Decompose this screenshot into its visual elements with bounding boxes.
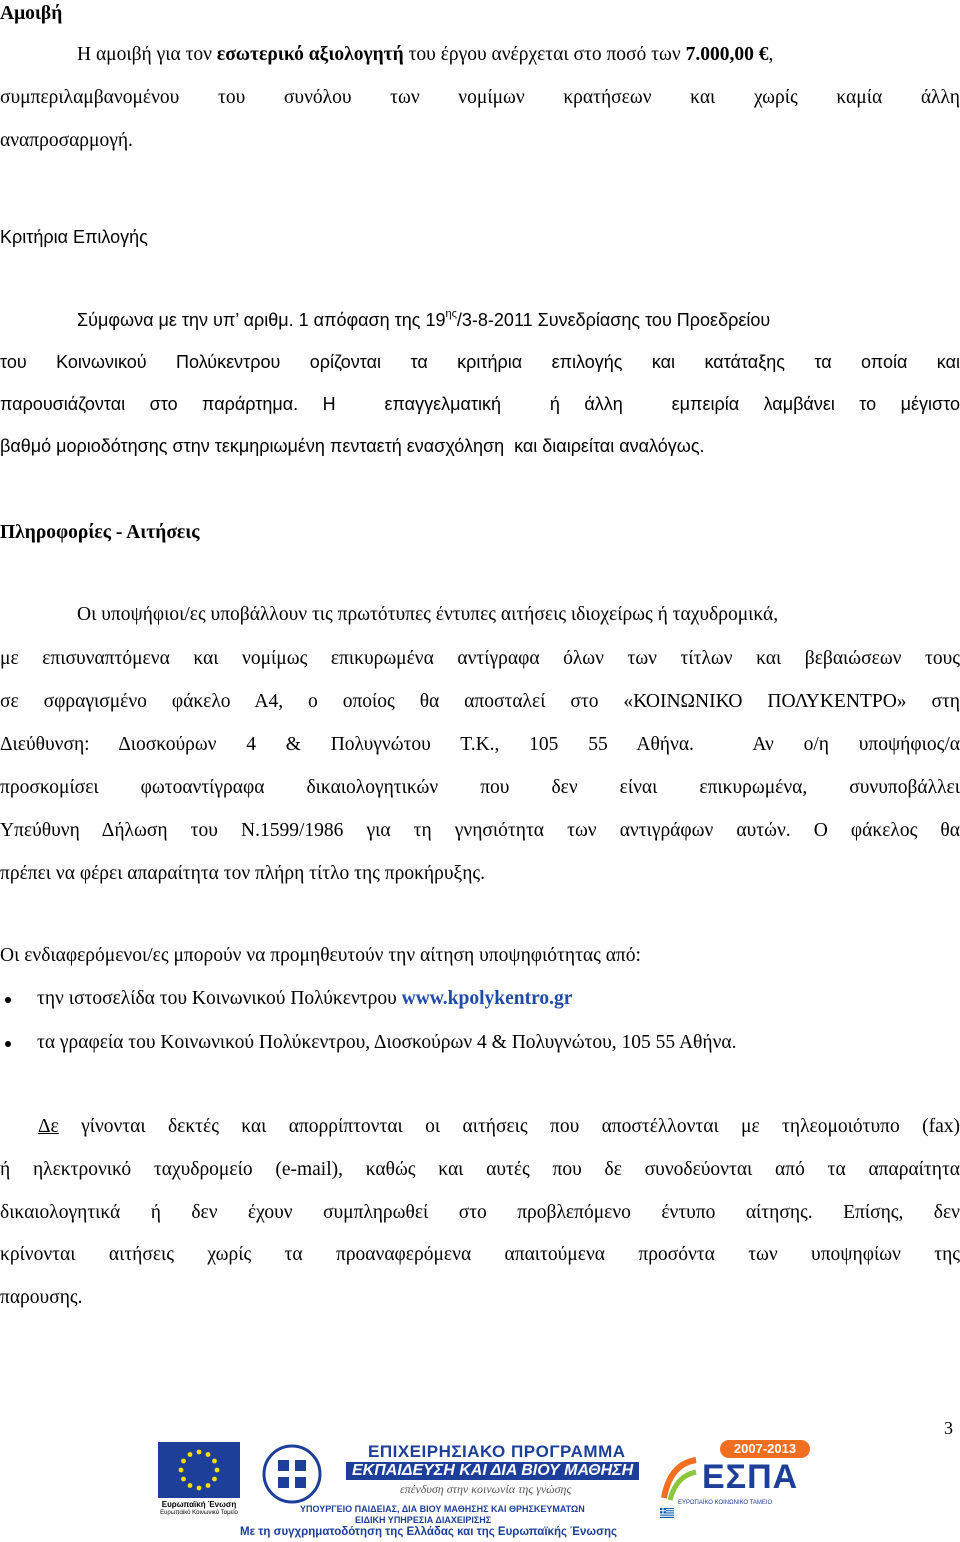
rejection-line-2: ή ηλεκτρονικό ταχυδρομείο (e-mail), καθώς και αυτές που δε συνοδεύονται από τα απαραίτητα: [0, 1159, 960, 1180]
info-heading: Πληροφορίες - Αιτήσεις: [0, 522, 200, 543]
eu-flag-icon: [158, 1442, 240, 1498]
footer-logos: [0, 1432, 960, 1542]
programme-name: ΕΚΠΑΙΔΕΥΣΗ ΚΑΙ ΔΙΑ ΒΙΟΥ ΜΑΘΗΣΗ: [346, 1462, 639, 1480]
espa-wordmark: ΕΣΠΑ: [702, 1458, 799, 1496]
fee-paragraph-line-2: συμπεριλαμβανομένου του συνόλου των νομίμων κρατήσεων και χωρίς καμία άλλη: [0, 87, 960, 108]
espa-logo: [660, 1440, 810, 1526]
website-link[interactable]: www.kpolykentro.gr: [401, 988, 573, 1009]
espa-swoosh-icon: [660, 1454, 700, 1504]
info-line-7: πρέπει να φέρει απαραίτητα τον πλήρη τίτλο της προκήρυξης.: [0, 863, 486, 884]
criteria-line-3: παρουσιάζονται στο παράρτημα. Η επαγγελματική ή άλλη εμπειρία λαμβάνει το μέγιστο: [0, 394, 960, 414]
list-item-text: τα γραφεία του Κοινωνικού Πολύκεντρου, Διοσκούρων 4 & Πολυγνώτου, 105 55 Αθήνα.: [37, 1032, 737, 1053]
criteria-line-4: βαθμό μοριοδότησης στην τεκμηριωμένη πενταετή ενασχόληση και διαιρείται αναλόγως.: [0, 436, 705, 456]
info-line-2: με επισυναπτόμενα και νομίμως επικυρωμένα αντίγραφα όλων των τίτλων και βεβαιώσεων τους: [0, 648, 960, 669]
page-number: 3: [944, 1418, 953, 1438]
fee-paragraph-line-3: αναπροσαρμογή.: [0, 130, 133, 151]
greek-emblem-icon: [260, 1442, 324, 1506]
eu-logo: [152, 1442, 246, 1522]
rejection-line-5: παρουσης.: [0, 1287, 83, 1308]
rejection-line-3: δικαιολογητικά ή δεν έχουν συμπληρωθεί στο προβλεπόμενο έντυπο αίτησης. Επίσης, δεν: [0, 1202, 960, 1223]
info-line-5: προσκομίσει φωτοαντίγραφα δικαιολογητικών που δεν είναι επικυρωμένα, συνυποβάλλει: [0, 777, 960, 798]
info-line-6: Υπεύθυνη Δήλωση του Ν.1599/1986 για τη γνησιότητα των αντιγράφων αυτών. Ο φάκελος θα: [0, 820, 960, 841]
managing-authority: ΕΙΔΙΚΗ ΥΠΗΡΕΣΙΑ ΔΙΑΧΕΙΡΙΣΗΣ: [355, 1515, 492, 1525]
info-line-3: σε σφραγισμένο φάκελο Α4, ο οποίος θα αποσταλεί στο «ΚΟΙΝΩΝΙΚΟ ΠΟΛΥΚΕΝΤΡΟ» στη: [0, 691, 960, 712]
info-line-1: Οι υποψήφιοι/ες υποβάλλουν τις πρωτότυπες έντυπες αιτήσεις ιδιοχείρως ή ταχυδρομικά,: [77, 604, 779, 625]
criteria-line-2: του Κοινωνικού Πολύκεντρου ορίζονται τα κριτήρια επιλογής και κατάταξης τα οποία και: [0, 352, 960, 372]
availability-intro: Οι ενδιαφερόμενοι/ες μπορούν να προμηθευτούν την αίτηση υποψηφιότητας από:: [0, 945, 641, 966]
espa-years-badge: 2007-2013: [720, 1440, 810, 1458]
ministry-name: ΥΠΟΥΡΓΕΙΟ ΠΑΙΔΕΙΑΣ, ΔΙΑ ΒΙΟΥ ΜΑΘΗΣΗΣ ΚΑΙ ΘΡΗΣΚΕΥΜΑΤΩΝ: [300, 1504, 585, 1514]
rejection-line-1: Δε γίνονται δεκτές και απορρίπτονται οι αιτήσεις που αποστέλλονται με τηλεομοιότυπο (fax): [38, 1116, 960, 1137]
espa-caption: ΕΥΡΩΠΑΪΚΟ ΚΟΙΝΩΝΙΚΟ ΤΑΜΕΙΟ: [678, 1500, 773, 1506]
fee-paragraph-line-1: Η αμοιβή για τον εσωτερικό αξιολογητή του έργου ανέρχεται στο ποσό των 7.000,00 €,: [77, 44, 774, 65]
greek-flag-icon: [660, 1502, 674, 1512]
operational-programme-logo: [260, 1442, 640, 1512]
programme-slogan: επένδυση στην κοινωνία της γνώσης: [400, 1482, 572, 1496]
info-line-4: Διεύθυνση: Διοσκούρων 4 & Πολυγνώτου Τ.Κ., 105 55 Αθήνα. Αν ο/η υποψήφιος/α: [0, 734, 960, 755]
programme-title: ΕΠΙΧΕΙΡΗΣΙΑΚΟ ΠΡΟΓΡΑΜΜΑ: [368, 1442, 626, 1461]
eu-caption: Ευρωπαϊκή Ένωση: [161, 1500, 237, 1509]
bullet-icon: [5, 997, 11, 1003]
esf-caption: Ευρωπαϊκό Κοινωνικό Ταμείο: [160, 1510, 238, 1516]
bullet-icon: [5, 1041, 11, 1047]
criteria-line-1: Σύμφωνα με την υπ’ αριθμ. 1 απόφαση της $19^{\eta\varsigma}/3-8-2011$ Συνεδρίασης του Προεδρείου: [77, 308, 771, 330]
list-item-text: την ιστοσελίδα του Κοινωνικού Πολύκεντρου: [37, 988, 402, 1009]
cofunding-statement: Με τη συγχρηματοδότηση της Ελλάδας και της Ευρωπαϊκής Ένωσης: [240, 1526, 617, 1538]
fee-heading: Αμοιβή: [0, 3, 63, 24]
rejection-line-4: κρίνονται αιτήσεις χωρίς τα προαναφερόμενα απαιτούμενα προσόντα των υποψηφίων της: [0, 1244, 960, 1265]
criteria-heading: Κριτήρια Επιλογής: [0, 227, 148, 247]
